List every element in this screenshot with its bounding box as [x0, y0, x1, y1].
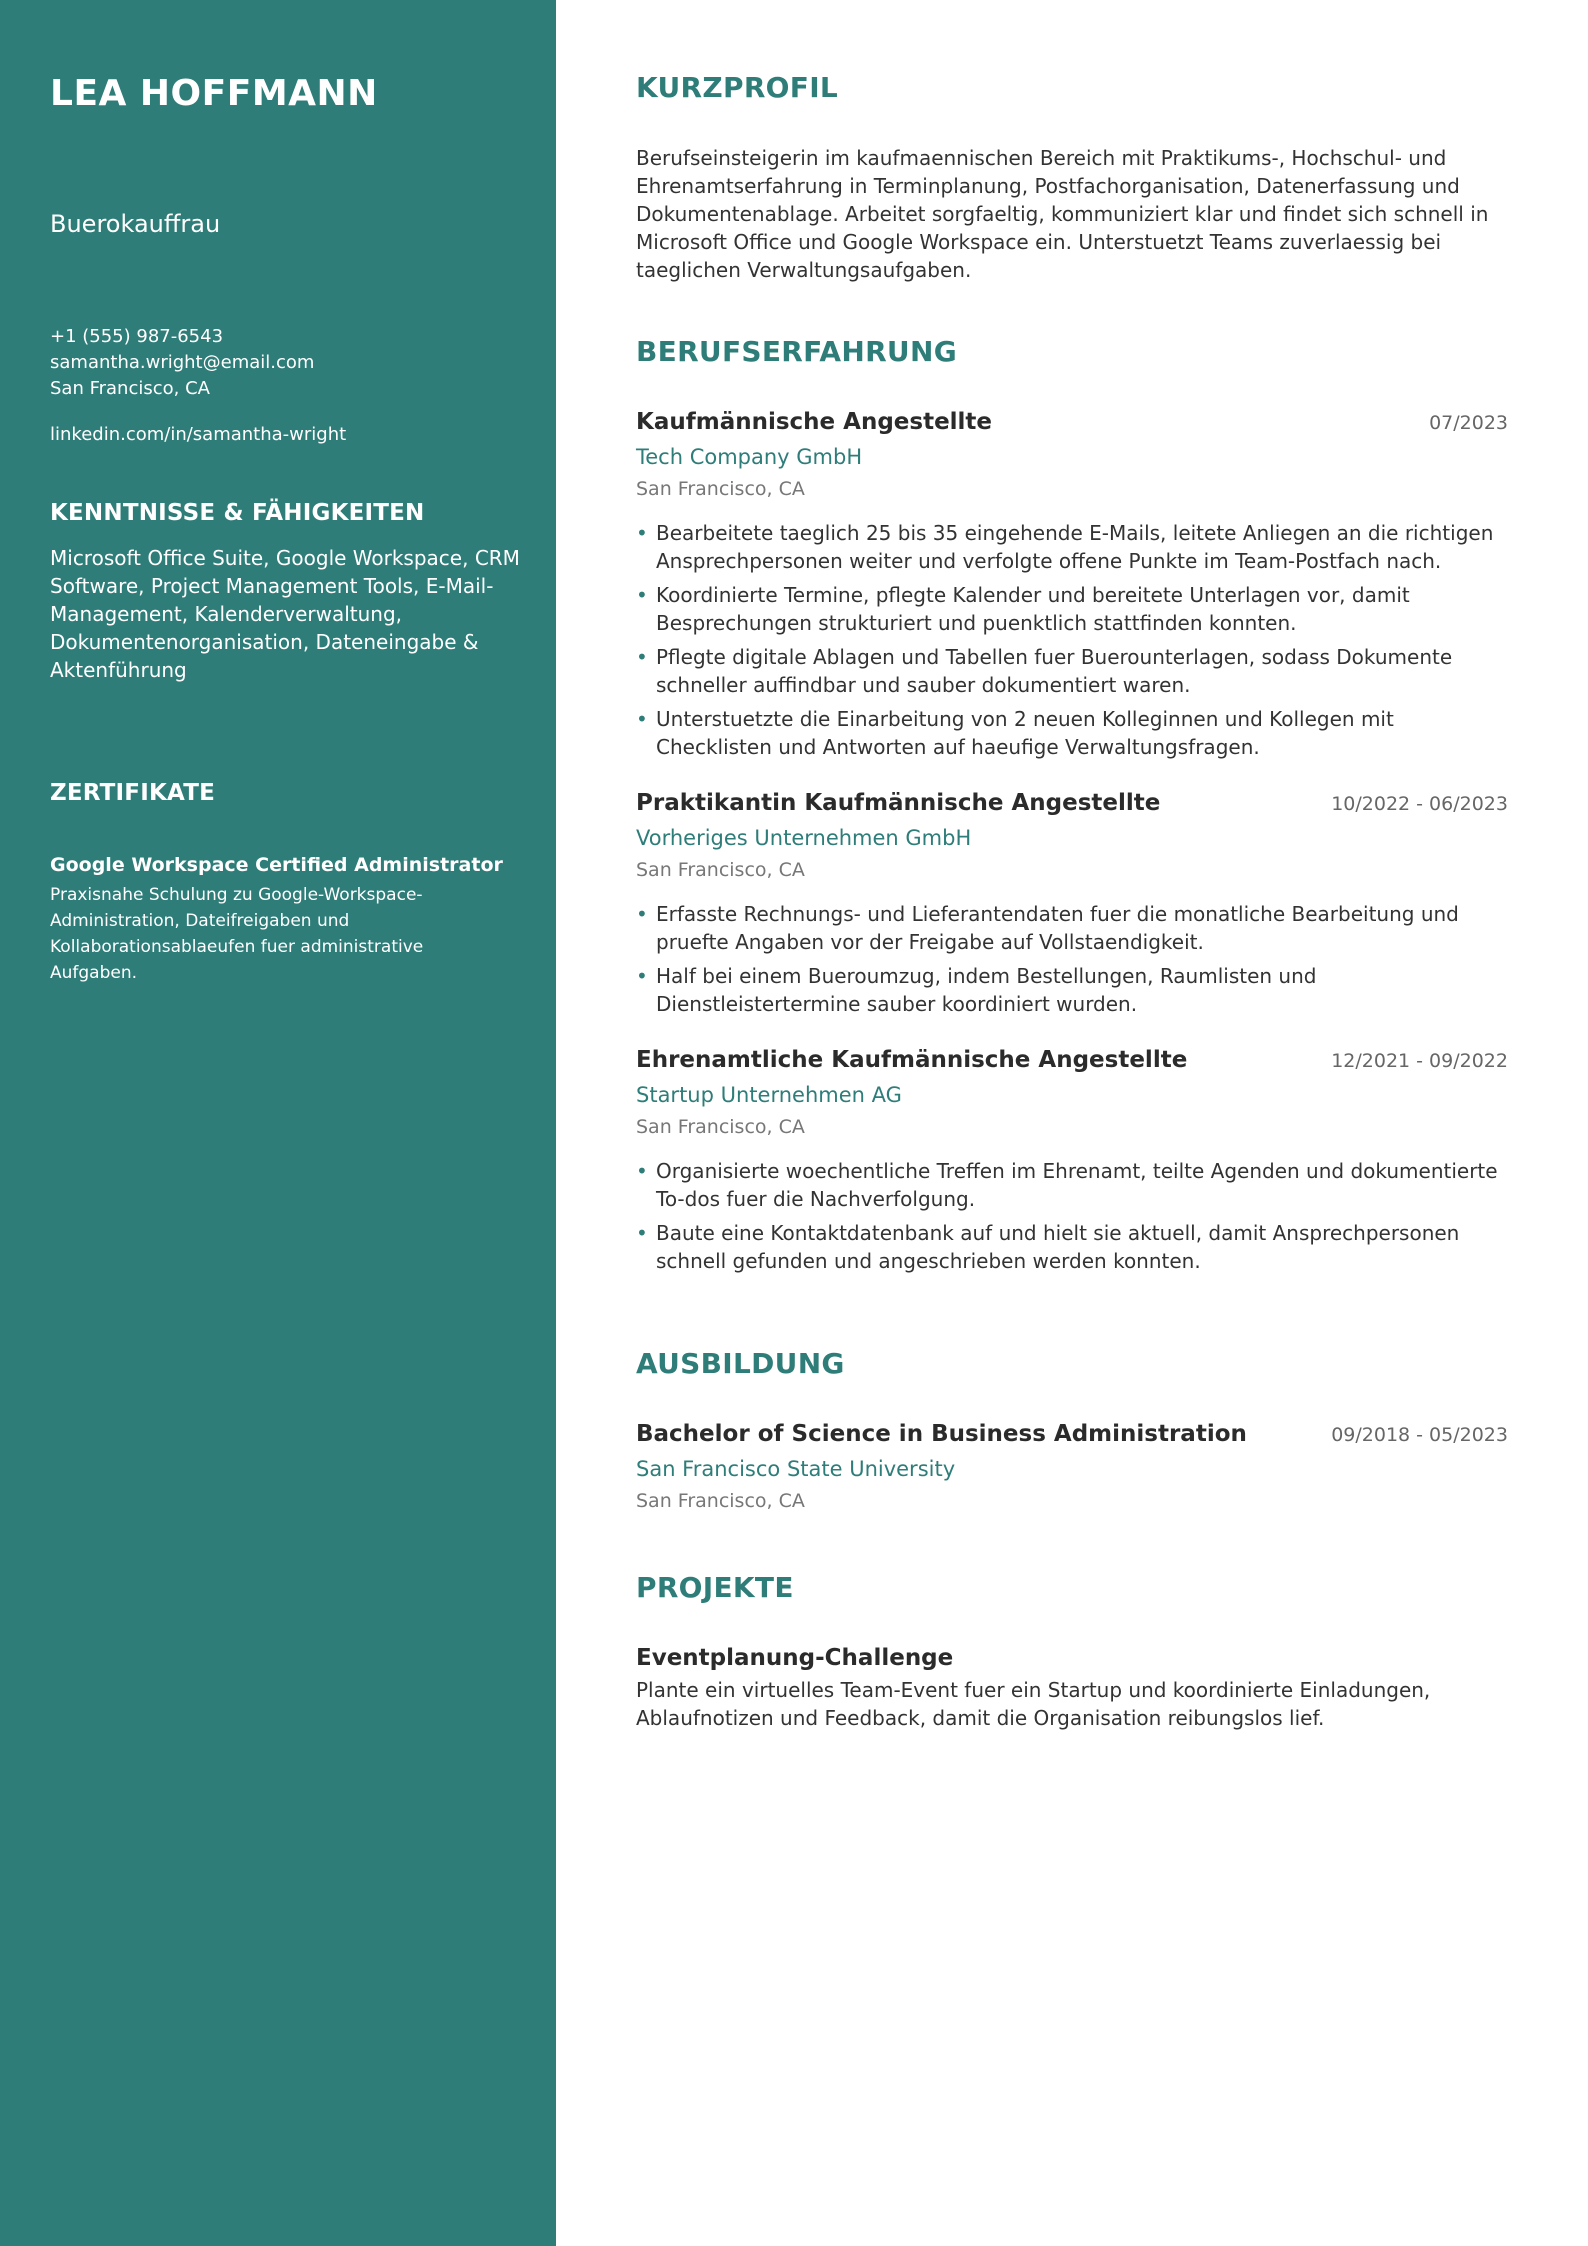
bullet-text: Organisierte woechentliche Treffen im Ehrenamt, teilte Agenden und dokumentierte To-dos fuer die Nachverfolgung. [656, 1159, 1498, 1211]
bullet-text: Unterstuetzte die Einarbeitung von 2 neuen Kolleginnen und Kollegen mit Checklisten und Antworten auf haeufige Verwaltungsfragen. [656, 707, 1394, 759]
education-section [636, 1346, 1508, 1515]
education-location: San Francisco, CA [636, 1490, 805, 1512]
candidate-role: Buerokauffrau [50, 210, 221, 238]
job-bullets [636, 1157, 1508, 1275]
summary-title: KURZPROFIL [636, 71, 839, 104]
jobs-list [636, 406, 1508, 1275]
bullet-item [636, 643, 1508, 699]
sidebar-content [50, 70, 520, 983]
contact-email: samantha.wright@email.com [50, 352, 315, 373]
certificate-description: Praxisnahe Schulung zu Google-Workspace-Administration, Dateifreigaben und Kollaborationsablaeufen fuer administrative Aufgaben. [50, 885, 424, 983]
projects-title: PROJEKTE [636, 1571, 794, 1604]
bullet-text: Half bei einem Bueroumzug, indem Bestellungen, Raumlisten und Dienstleistertermine sauber koordiniert wurden. [656, 964, 1317, 1016]
bullet-dot-icon: • [636, 521, 648, 545]
experience-title: BERUFSERFAHRUNG [636, 335, 957, 368]
education-date: 09/2018 - 05/2023 [1331, 1424, 1508, 1446]
job-entry [636, 787, 1508, 1018]
education-entry [636, 1418, 1508, 1515]
job-company: Vorheriges Unternehmen GmbH [636, 826, 972, 850]
bullet-dot-icon: • [636, 1221, 648, 1245]
job-header [636, 406, 1508, 438]
bullet-dot-icon: • [636, 707, 648, 731]
bullet-dot-icon: • [636, 964, 648, 988]
contact-info [50, 324, 346, 448]
job-header [636, 1044, 1508, 1076]
experience-section [636, 334, 1508, 1281]
job-date: 12/2021 - 09/2022 [1331, 1050, 1508, 1072]
bullet-item [636, 1157, 1508, 1213]
job-location: San Francisco, CA [636, 859, 805, 881]
project-title: Eventplanung-Challenge [636, 1645, 954, 1671]
education-school: San Francisco State University [636, 1457, 956, 1481]
job-bullets [636, 900, 1508, 1018]
job-location: San Francisco, CA [636, 1116, 805, 1138]
summary-text: Berufseinsteigerin im kaufmaennischen Bereich mit Praktikums-, Hochschul- und Ehrenamtserfahrung in Terminplanung, Postfachorganisation, Datenerfassung und Dokumentenablage. Arbeitet sorgfaeltig, kommuniziert klar und findet sich schnell in Microsoft Office und Google Workspace ein. Unterstuetzt Teams zuverlaessig bei taeglichen Verwaltungsaufgaben. [636, 146, 1489, 282]
skills-section [50, 498, 520, 684]
bullet-item [636, 581, 1508, 637]
education-header [636, 1418, 1508, 1450]
job-date: 07/2023 [1429, 412, 1508, 434]
certificate-name: Google Workspace Certified Administrator [50, 854, 503, 876]
bullet-item [636, 519, 1508, 575]
summary-section [636, 70, 1508, 284]
job-entry [636, 1044, 1508, 1275]
job-company: Tech Company GmbH [636, 445, 863, 469]
bullet-item [636, 1219, 1508, 1275]
contact-location: San Francisco, CA [50, 378, 210, 399]
bullet-text: Koordinierte Termine, pflegte Kalender und bereitete Unterlagen vor, damit Besprechungen strukturiert und puenktlich stattfinden konnten. [656, 583, 1410, 635]
bullet-text: Pflegte digitale Ablagen und Tabellen fuer Buerounterlagen, sodass Dokumente schneller auffindbar und sauber dokumentiert waren. [656, 645, 1453, 697]
skills-text: Microsoft Office Suite, Google Workspace, CRM Software, Project Management Tools, E-Mail-Management, Kalenderverwaltung, Dokumentenorganisation, Dateneingabe & Aktenführung [50, 546, 520, 682]
bullet-item [636, 962, 1508, 1018]
job-title: Kaufmännische Angestellte [636, 409, 993, 435]
education-title: AUSBILDUNG [636, 1347, 845, 1380]
sidebar [0, 0, 556, 2246]
bullet-item [636, 705, 1508, 761]
job-entry [636, 406, 1508, 761]
job-bullets [636, 519, 1508, 761]
contact-phone: +1 (555) 987-6543 [50, 326, 224, 347]
job-title: Ehrenamtliche Kaufmännische Angestellte [636, 1047, 1188, 1073]
bullet-dot-icon: • [636, 583, 648, 607]
job-title: Praktikantin Kaufmännische Angestellte [636, 790, 1161, 816]
education-degree: Bachelor of Science in Business Administration [636, 1421, 1247, 1447]
bullet-text: Bearbeitete taeglich 25 bis 35 eingehende E-Mails, leitete Anliegen an die richtigen Ansprechpersonen weiter und verfolgte offene Punkte im Team-Postfach nach. [656, 521, 1494, 573]
project-entry [636, 1642, 1508, 1732]
projects-section [636, 1570, 1508, 1732]
bullet-item [636, 900, 1508, 956]
job-company: Startup Unternehmen AG [636, 1083, 902, 1107]
candidate-name: LEA HOFFMANN [50, 73, 378, 114]
certificates-section [50, 778, 520, 986]
contact-linkedin: linkedin.com/in/samantha-wright [50, 424, 347, 445]
job-header [636, 787, 1508, 819]
bullet-dot-icon: • [636, 645, 648, 669]
skills-title: KENNTNISSE & FÄHIGKEITEN [50, 500, 425, 526]
job-date: 10/2022 - 06/2023 [1331, 793, 1508, 815]
certificates-title: ZERTIFIKATE [50, 780, 216, 806]
bullet-dot-icon: • [636, 1159, 648, 1183]
project-description: Plante ein virtuelles Team-Event fuer ein Startup und koordinierte Einladungen, Ablaufnotizen und Feedback, damit die Organisation reibungslos lief. [636, 1678, 1431, 1730]
bullet-text: Baute eine Kontaktdatenbank auf und hielt sie aktuell, damit Ansprechpersonen schnell gefunden und angeschrieben werden konnten. [656, 1221, 1460, 1273]
job-location: San Francisco, CA [636, 478, 805, 500]
bullet-text: Erfasste Rechnungs- und Lieferantendaten fuer die monatliche Bearbeitung und pruefte Angaben vor der Freigabe auf Vollstaendigkeit. [656, 902, 1459, 954]
bullet-dot-icon: • [636, 902, 648, 926]
